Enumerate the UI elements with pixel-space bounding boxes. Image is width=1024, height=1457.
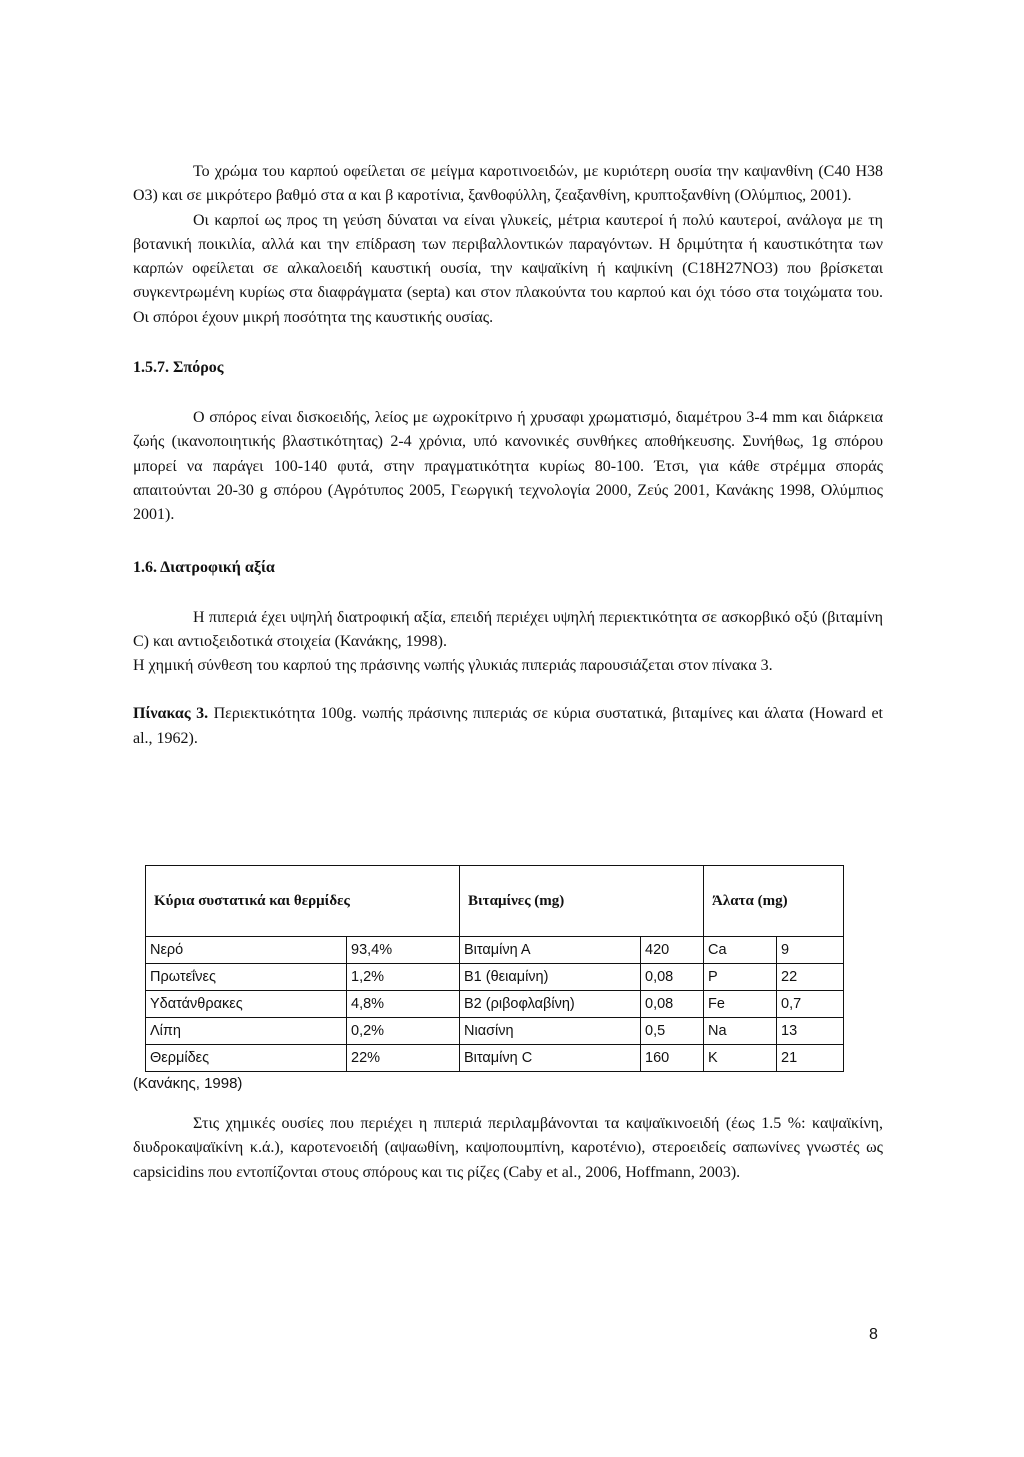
table-cell: 22% [347,1045,460,1072]
table-row [146,1045,844,1072]
table-cell: Βιταμίνη C [460,1045,641,1072]
table-row [146,1018,844,1045]
section-heading-seed: 1.5.7. Σπόρος [133,359,224,377]
table-caption [133,702,883,751]
table-cell: Na [704,1018,777,1045]
table-cell: 13 [777,1018,844,1045]
table-cell: 0,2% [347,1018,460,1045]
table-cell: 9 [777,937,844,964]
table-cell: 0,08 [641,964,704,991]
table-header-vitamins: Βιταμίνες (mg) [460,866,704,937]
table-cell: Υδατάνθρακες [146,991,347,1018]
table-cell: 160 [641,1045,704,1072]
nutrition-table [145,865,844,1072]
section-heading-nutrition: 1.6. Διατροφική αξία [133,558,275,576]
table-cell: 93,4% [347,937,460,964]
table-cell: 1,2% [347,964,460,991]
table-caption-text: Περιεκτικότητα 100g. νωπής πράσινης πιπεριάς σε κύρια συστατικά, βιταμίνες και άλατα (Howard et al., 1962). [133,705,883,747]
table-row [146,937,844,964]
paragraph-colour: Το χρώμα του καρπού οφείλεται σε μείγμα καροτινοειδών, με κυριότερη ουσία την καψανθίνη (C40 H38 O3) και σε μικρότερο βαθμό στα α και β καροτίνια, ξανθοφύλλη, ζεαξανθίνη, κρυπτοξανθίνη (Ολύμπιος, 2001). [133,163,883,205]
table-cell: 0,08 [641,991,704,1018]
table-cell: 21 [777,1045,844,1072]
table-cell: Βιταμίνη Α [460,937,641,964]
table-cell: Νερό [146,937,347,964]
table-header-main: Κύρια συστατικά και θερμίδες [146,866,460,937]
table-header-minerals: Άλατα (mg) [704,866,844,937]
table-cell: Ca [704,937,777,964]
table-cell: Θερμίδες [146,1045,347,1072]
table-row [146,991,844,1018]
table-source: (Κανάκης, 1998) [133,1075,243,1092]
table-cell: 22 [777,964,844,991]
paragraph-seed: Ο σπόρος είναι δισκοειδής, λείος με ωχροκίτρινο ή χρυσαφι χρωματισμό, διαμέτρου 3-4 mm και διάρκεια ζωής (ικανοποιητικής βλαστικότητας) 2-4 χρόνια, υπό κανονικές συνθήκες αποθήκευσης. Συνήθως, 1g σπόρου μπορεί να παράγει 100-140 φυτά, στην πραγματικότητα κυρίως 80-100. Έτσι, για κάθε στρέμμα σποράς απαιτούνται 20-30 g σπόρου (Αγρότυπος 2005, Γεωργική τεχνολογία 2000, Ζεύς 2001, Κανάκης 1998, Ολύμπιος 2001). [133,409,883,524]
table-cell: Fe [704,991,777,1018]
table-header-row [146,866,844,937]
table-cell: K [704,1045,777,1072]
paragraph-chemicals: Στις χημικές ουσίες που περιέχει η πιπεριά περιλαμβάνονται τα καψαϊκινοειδή (έως 1.5 %: καψαϊκίνη, διυδροκαψαϊκίνη κ.ά.), καροτενοειδή (αψαωθίνη, καψοπουμπίνη, καροτένιο), στεροειδείς σαπωνίνες γνωστές ως capsicidins που εντοπίζονται στους σπόρους και τις ρίζες (Caby et al., 2006, Hoffmann, 2003). [133,1115,883,1181]
page-number: 8 [869,1326,878,1343]
table-cell: 0,7 [777,991,844,1018]
table-cell: Νιασίνη [460,1018,641,1045]
paragraph-nutrition: Η πιπεριά έχει υψηλή διατροφική αξία, επειδή περιέχει υψηλή περιεκτικότητα σε ασκορβικό οξύ (βιταμίνη C) και αντιοξειδοτικά στοιχεία (Κανάκης, 1998). [133,608,883,650]
table-cell: 420 [641,937,704,964]
table-cell: 0,5 [641,1018,704,1045]
paragraph-taste: Οι καρποί ως προς τη γεύση δύναται να είναι γλυκείς, μέτρια καυτεροί ή πολύ καυτεροί, ανάλογα με τη βοτανική ποικιλία, αλλά και την επίδραση των περιβαλλοντικών παραγόντων. Η δριμύτητα ή καυστικότητα των καρπών οφείλεται σε αλκαλοειδή καυστική ουσία, την καψαϊκίνη ή καψικίνη (C18H27NO3) που βρίσκεται συγκεντρωμένη κυρίως στα διαφράγματα (septa) και στον πλακούντα του καρπού και όχι τόσο στα τοιχώματα του. Οι σπόροι έχουν μικρή ποσότητα της καυστικής ουσίας. [133,211,883,326]
table-cell: Πρωτεΐνες [146,964,347,991]
table-cell: Λίπη [146,1018,347,1045]
table-cell: B1 (θειαμίνη) [460,964,641,991]
page-content-lower [133,1112,883,1185]
paragraph-composition: Η χημική σύνθεση του καρπού της πράσινης νωπής γλυκιάς πιπεριάς παρουσιάζεται στον πίνακα 3. [133,657,773,675]
table-caption-label: Πίνακας 3. [133,705,209,723]
table-cell: B2 (ριβοφλαβίνη) [460,991,641,1018]
page-content [133,160,883,751]
table-row [146,964,844,991]
table-cell: 4,8% [347,991,460,1018]
table-cell: P [704,964,777,991]
